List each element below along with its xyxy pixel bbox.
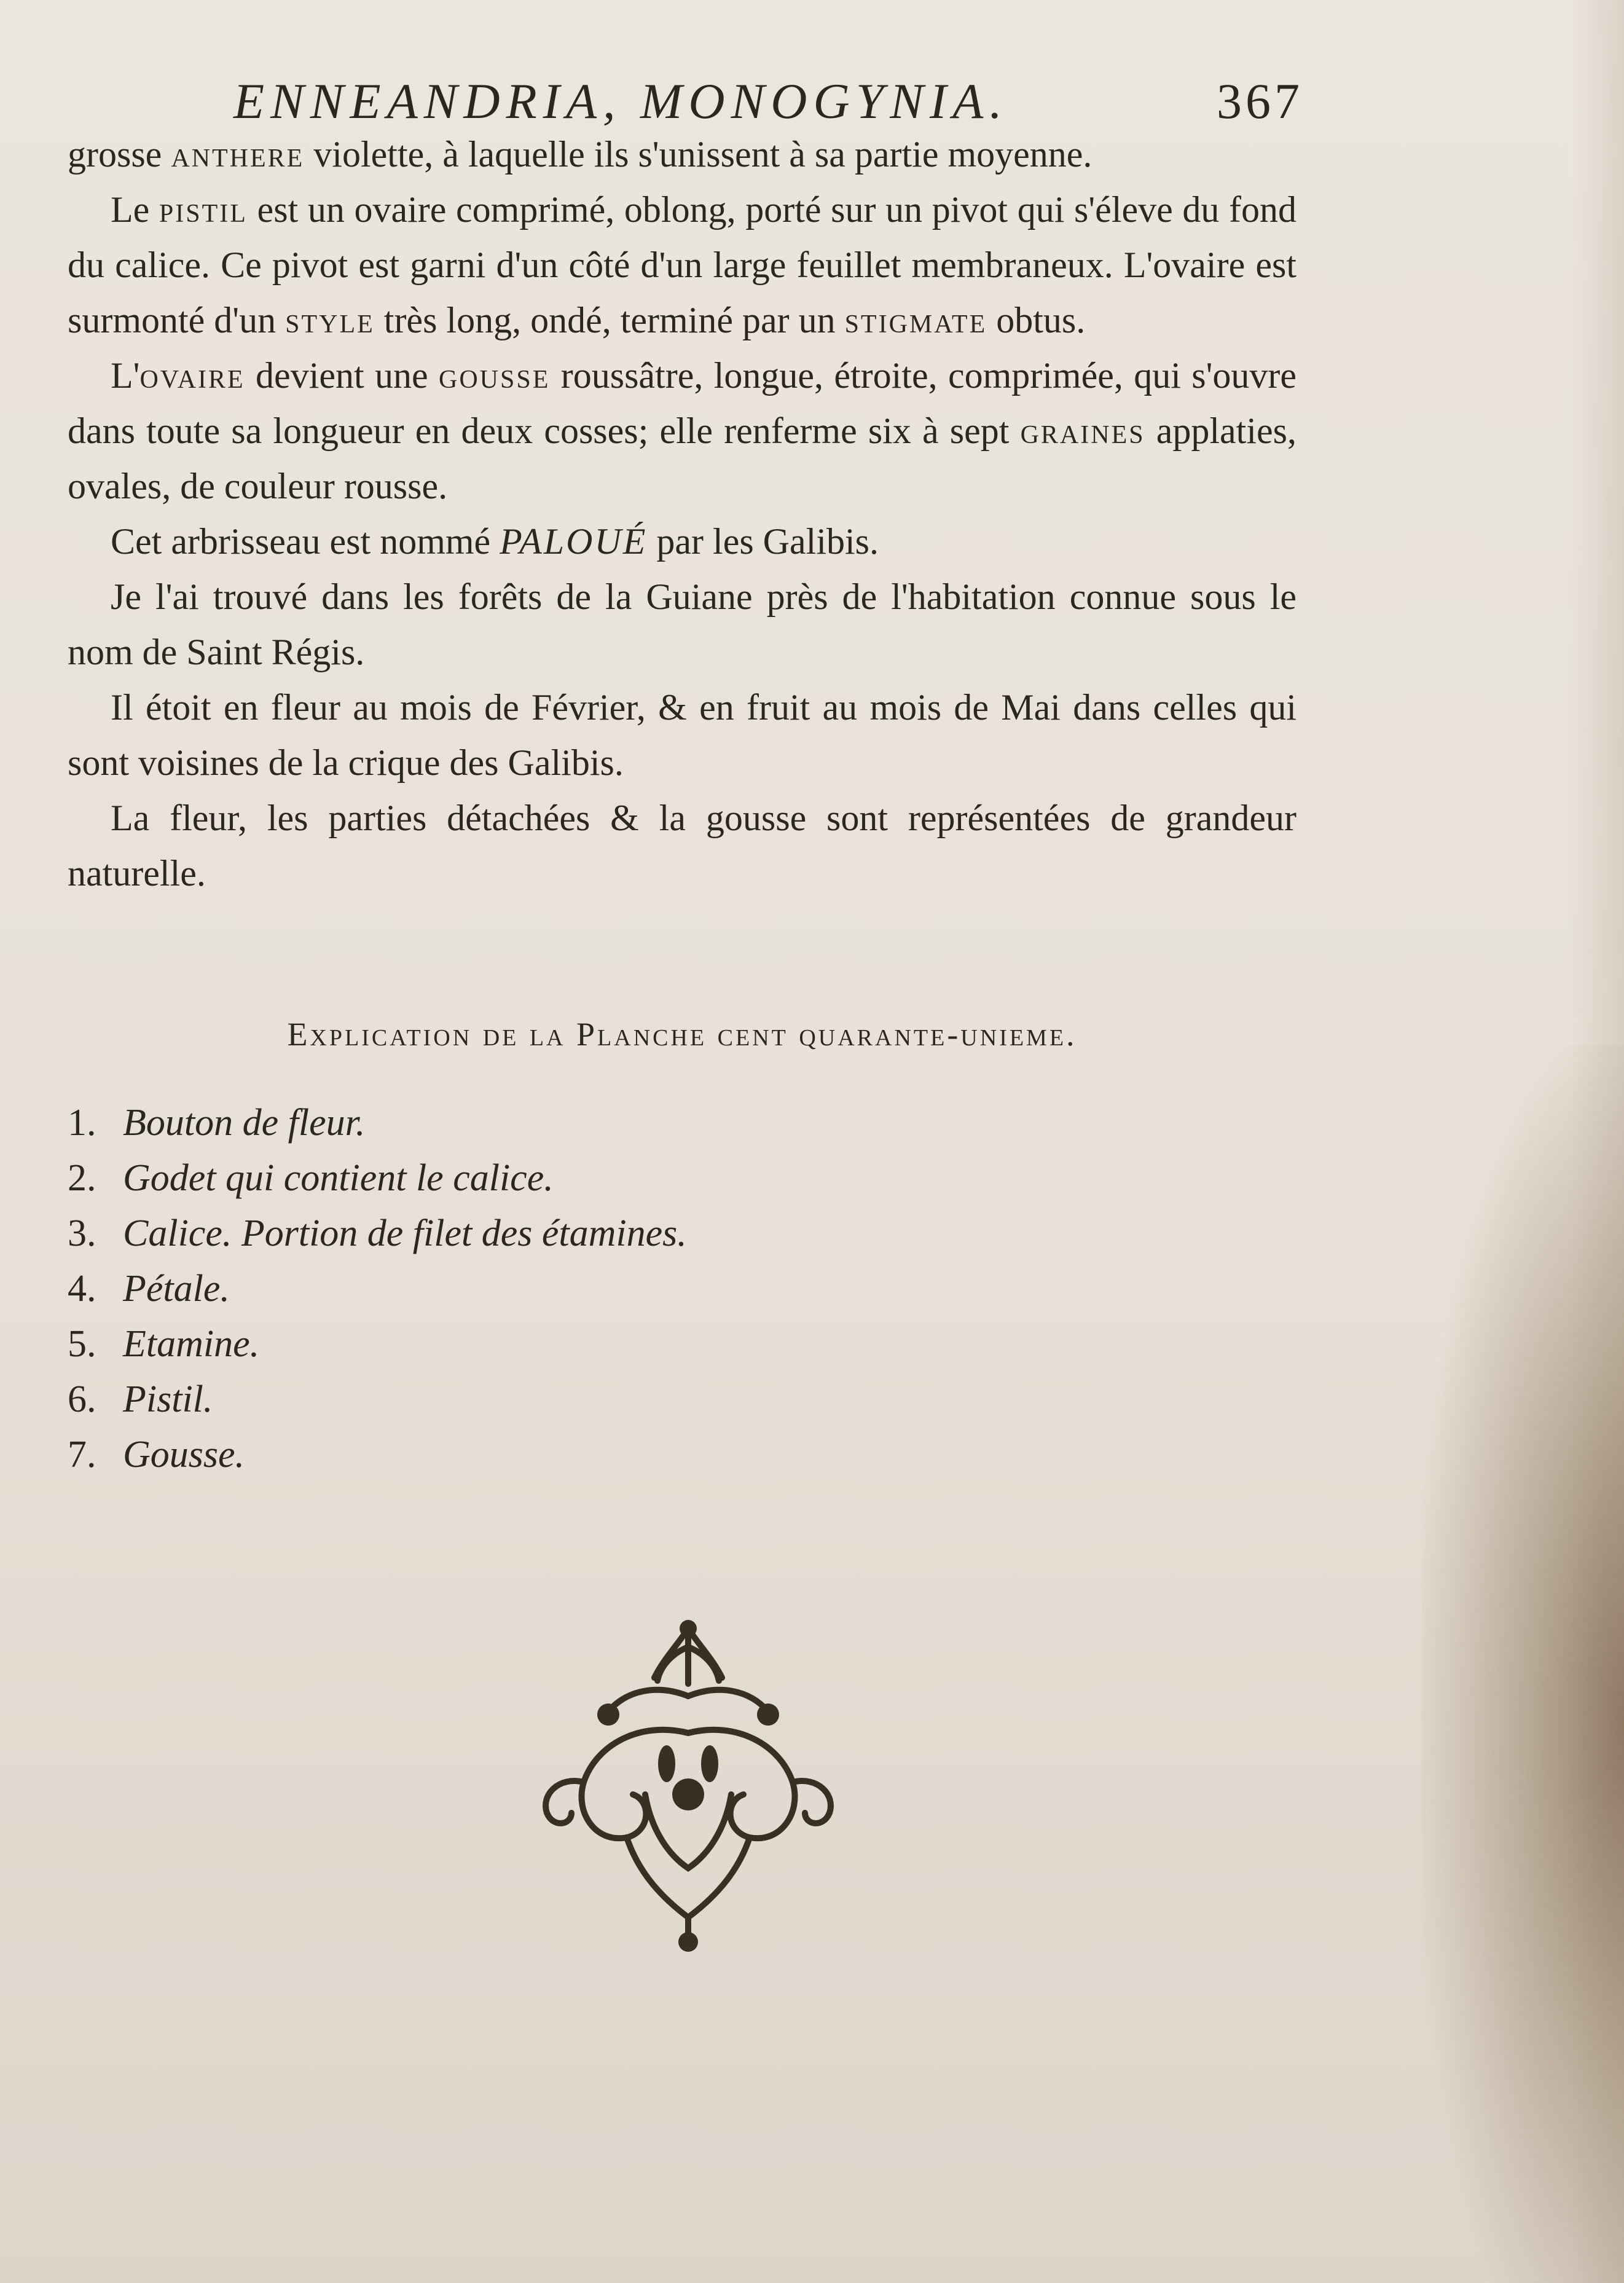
list-item: 7. Gousse.	[68, 1434, 245, 1476]
running-head: ENNEANDRIA, MONOGYNIA.	[233, 73, 1008, 129]
paragraph-5: Je l'ai trouvé dans les forêts de la Guiane près de l'habitation connue sous le nom de Saint Régis.	[68, 576, 1296, 672]
list-item: 2. Godet qui contient le calice.	[68, 1157, 554, 1199]
paragraph-2: Le pistil est un ovaire comprimé, oblong, porté sur un pivot qui s'éleve du fond du calice. Ce pivot est garni d'un côté d'un large feuillet membraneux. L'ovaire est surmonté d'un style très long, ondé, terminé par un stigmate obtus.	[68, 189, 1297, 340]
floral-ornament-icon	[522, 1610, 854, 1954]
page-header	[233, 68, 1315, 135]
name-paloue: PALOUÉ	[500, 521, 648, 562]
plate-legend-list	[68, 1095, 866, 1482]
list-item: 6. Pistil.	[68, 1378, 213, 1420]
term-pistil: pistil	[159, 189, 248, 230]
term-gousse: gousse	[439, 355, 551, 396]
term-anthere: anthere	[171, 134, 305, 175]
list-item: 4. Pétale.	[68, 1268, 230, 1310]
paragraph-4: Cet arbrisseau est nommé PALOUÉ par les Galibis.	[111, 521, 879, 562]
body-text	[68, 127, 1296, 901]
list-item: 3. Calice. Portion de filet des étamines.	[68, 1212, 687, 1254]
paragraph-7: La fleur, les parties détachées & la gousse sont représentées de grandeur naturelle.	[68, 798, 1296, 894]
thumb-shadow	[1421, 1045, 1624, 2283]
paragraph-3: L'ovaire devient une gousse roussâtre, longue, étroite, comprimée, qui s'ouvre dans toute sa longueur en deux cosses; elle renferme six à sept graines applaties, ovales, de couleur rousse.	[68, 355, 1297, 506]
paragraph-6: Il étoit en fleur au mois de Février, & en fruit au mois de Mai dans celles qui sont voisines de la crique des Galibis.	[68, 687, 1296, 783]
term-style: style	[285, 300, 375, 340]
term-graines: graines	[1020, 411, 1145, 451]
term-stigmate: stigmate	[844, 300, 987, 340]
list-item: 1. Bouton de fleur.	[68, 1102, 366, 1144]
explication-title: Explication de la Planche cent quarante-unieme.	[287, 1016, 1077, 1053]
list-item: 5. Etamine.	[68, 1323, 260, 1365]
paragraph-1: grosse anthere violette, à laquelle ils s'unissent à sa partie moyenne.	[68, 134, 1092, 175]
page-number: 367	[1217, 73, 1303, 129]
term-ovaire: ovaire	[139, 355, 245, 396]
